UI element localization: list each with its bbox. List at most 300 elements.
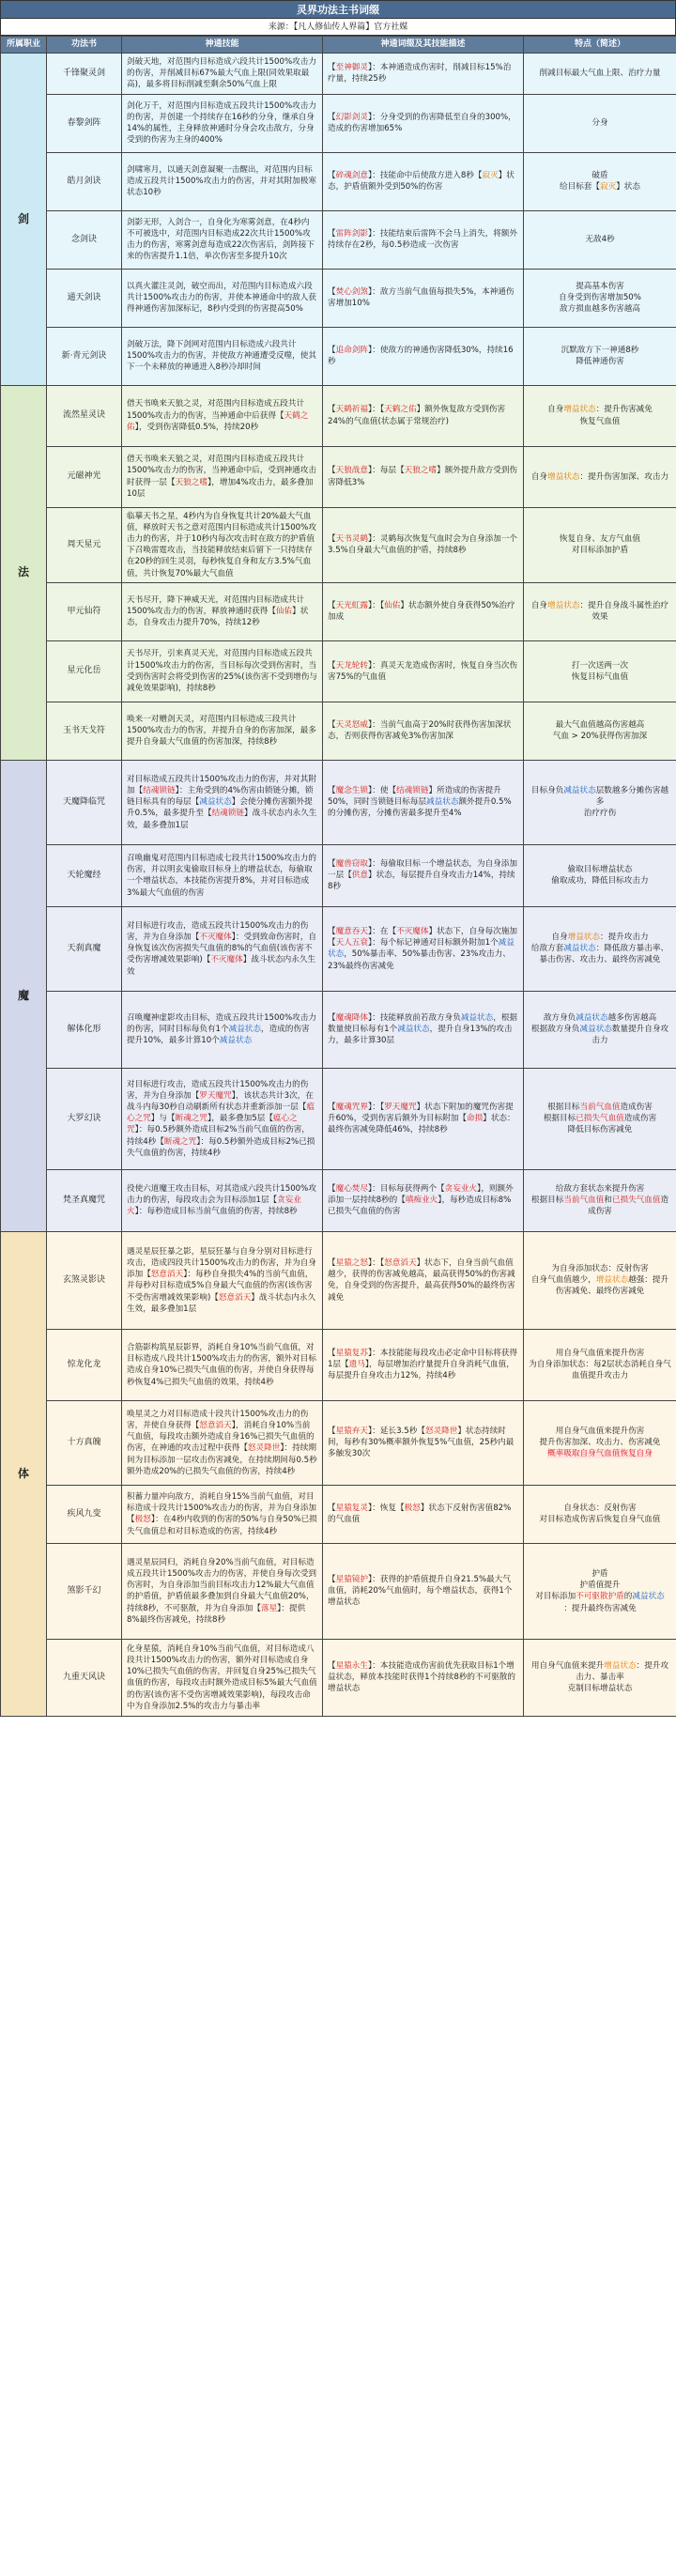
- feature-cell: [524, 906, 676, 991]
- text-segment: 】：目标每获得两个【: [368, 1184, 445, 1195]
- text-segment: 】：【: [368, 1103, 385, 1113]
- feature-cell: [524, 1169, 676, 1231]
- text-segment: 落星: [260, 1603, 278, 1613]
- text-segment: 为自身添加状态：每2层状态消耗自身气血值提升攻击力: [529, 1360, 671, 1381]
- table-body: [1, 54, 676, 1717]
- header-skill: 神通技能: [122, 37, 323, 54]
- text-segment: 增益状态: [604, 1661, 637, 1672]
- header-feature: 特点（简述）: [524, 37, 676, 54]
- text-segment: 魔念生锁: [335, 786, 368, 796]
- text-segment: 自身受到伤害增加50%: [559, 293, 641, 302]
- feature-cell: [524, 94, 676, 152]
- text-segment: 减益状态: [219, 1036, 253, 1046]
- table-row: [1, 385, 676, 446]
- text-segment: 】：每层【: [368, 466, 405, 476]
- table-row: [1, 1543, 676, 1639]
- text-segment: 提高基本伤害: [576, 281, 624, 291]
- text-segment: 碎魂剑意: [335, 170, 368, 180]
- affix-cell: [323, 640, 524, 702]
- text-segment: 】：【: [368, 1257, 385, 1268]
- text-segment: 【: [204, 809, 212, 819]
- text-segment: 当前气血值: [563, 1195, 605, 1206]
- text-segment: 护盾值提升: [579, 1581, 621, 1591]
- text-segment: 遇灵星辰同归，消耗自身20%当前气血值，对目标造成五段共计1500%攻击力的伤害，并使自身每次受到伤害时，为自身添加当前目标攻击力12%最大气血值的护盾值，护盾值最多叠加到自身最大气血值20%，持续8秒，不可驱散，并为自身添加【: [127, 1557, 316, 1613]
- text-segment: 遇灵星辰狂暴之影，星辰狂暴与自身分别对目标进行攻击，造成四段共计1500%攻击力的伤害，并为自身添加【: [127, 1246, 316, 1280]
- text-segment: 天鹤祈福: [335, 405, 368, 415]
- text-segment: 至神御灵: [335, 63, 368, 73]
- affix-cell: [323, 269, 524, 327]
- feature-cell: [524, 385, 676, 446]
- skill-cell: [122, 327, 323, 385]
- affix-cell: [323, 1068, 524, 1169]
- text-segment: 】战斗状态内永久生效，最多叠加1层: [127, 809, 317, 830]
- table-row: [1, 906, 676, 991]
- page-title: 灵界功法主书词缀: [0, 0, 676, 19]
- feature-cell: [524, 210, 676, 269]
- affix-cell: [323, 1329, 524, 1400]
- text-segment: 越多伤害越高: [607, 1013, 657, 1024]
- text-segment: 给敌方套: [530, 944, 564, 954]
- text-segment: 根据目标: [543, 1114, 576, 1124]
- affix-cell: [323, 54, 524, 95]
- text-segment: 当前气血值: [579, 1103, 621, 1113]
- table-row: [1, 94, 676, 152]
- text-segment: 怒意滔天: [218, 1292, 252, 1303]
- text-segment: 无敌4秒: [585, 235, 615, 244]
- text-segment: 】会使分摊伤害额外提升0.5%，最多提升至: [127, 797, 313, 819]
- text-segment: 唤来一对赠剑天灵，对范围内目标造成三段共计1500%攻击力的伤害，并提升自身的伤害加深，最多提升自身最大气血值的伤害加深，持续8秒: [127, 715, 316, 748]
- text-segment: 借天书唤来天狼之灵，对范围内目标造成五段共计1500%攻击力的伤害，当神通命中后，受到神通攻击时获得一层【: [127, 455, 316, 487]
- text-segment: 和: [604, 1195, 612, 1206]
- text-segment: 】：每秒造成目标当前气血值的伤害，持续8秒: [134, 1207, 298, 1217]
- skill-cell: [122, 446, 323, 507]
- text-segment: 敌方损血越多伤害越高: [560, 304, 640, 315]
- text-segment: 】：持续期间为目标添加一层攻击伤害减免，在持续期间每0.5秒额外造成20%的已损失气血值的伤害，持续4秒: [127, 1443, 317, 1476]
- text-segment: 【: [328, 601, 336, 611]
- text-segment: 不灭魔体: [199, 933, 232, 943]
- text-segment: 合筋影构筑星辰影界，消耗自身10%当前气血值，对目标造成八段共计1500%攻击力的伤害，额外对目标造成自身10%已损失气血值的伤害，并使自身获得每秒恢复4%已损失气血值的效果，持续4秒: [127, 1342, 316, 1387]
- table-row: [1, 507, 676, 582]
- text-segment: 召唤幽鬼对范围内目标造成七段共计1500%攻击力的伤害，并以明玄鬼偷取目标身上的增益状态，每偷取一个增益状态，本技能伤害提升8%，并对目标造成3%最大气血值的伤害: [127, 853, 316, 898]
- text-segment: 魔心焚尽: [335, 1184, 368, 1195]
- text-segment: 【: [328, 859, 336, 870]
- text-segment: 】：分身受到的伤害降低至自身的300%，造成的伤害增加65%: [328, 112, 516, 134]
- book-name-cell: 天轮魔经: [47, 844, 122, 906]
- text-segment: 结魂锁链: [143, 786, 176, 796]
- text-segment: 给目标套【: [560, 182, 600, 193]
- class-cell: 法: [1, 385, 47, 760]
- text-segment: 】状态，护盾值额外受到50%的伤害: [328, 170, 515, 193]
- affix-cell: [323, 507, 524, 582]
- text-segment: 】战斗状态内永久生效，最多叠加1层: [127, 1292, 316, 1314]
- text-segment: 】状态下，自身每次施加【: [328, 926, 518, 949]
- text-segment: 】：受到致命伤害时，自身恢复该次伤害损失气血值的8%的气血值(该伤害不受伤害增减效果影响): [127, 933, 316, 965]
- text-segment: 减益状态: [199, 797, 232, 808]
- text-segment: 】状态：最终伤害减免降低46%，持续8秒: [328, 1114, 515, 1135]
- skill-cell: [122, 1485, 323, 1543]
- book-name-cell: 大罗幻诀: [47, 1068, 122, 1169]
- skill-cell: [122, 906, 323, 991]
- table-row: [1, 1231, 676, 1329]
- text-segment: 减益状态: [228, 1025, 261, 1035]
- text-segment: 】：每0.5秒额外造成目标2%已损失气血值的伤害，持续4秒: [127, 1136, 315, 1158]
- text-segment: 焚心剑煞: [335, 286, 368, 297]
- text-segment: 】：当前气血高于20%时获得伤害加深状态，否则获得伤害减免3%伤害加深: [328, 720, 512, 742]
- text-segment: 【: [328, 466, 336, 476]
- table-row: [1, 1169, 676, 1231]
- text-segment: 目标身负: [530, 786, 564, 796]
- text-segment: 魔意吞天: [335, 926, 368, 936]
- text-segment: 恢复自身、友方气血值: [560, 534, 640, 545]
- text-segment: 分身: [592, 118, 608, 128]
- text-segment: 】，增加4%攻击力，最多叠加10层: [127, 477, 314, 499]
- text-segment: 【: [328, 1349, 336, 1359]
- text-segment: 【: [328, 926, 336, 936]
- book-name-cell: 十方真魄: [47, 1400, 122, 1485]
- skill-cell: [122, 1639, 323, 1716]
- text-segment: ：降低敌方暴击率、暴击伤害、攻击力、最终伤害减免: [539, 944, 669, 965]
- affix-cell: [323, 385, 524, 446]
- book-name-cell: 甲元仙符: [47, 582, 122, 640]
- text-segment: 天狼之嗜: [404, 466, 438, 476]
- text-segment: 降低神通伤害: [576, 357, 624, 367]
- text-segment: 自身: [547, 405, 564, 415]
- text-segment: ，提升自身13%的攻击力，最多计算30层: [328, 1025, 513, 1046]
- text-segment: 增益状态: [547, 471, 580, 482]
- text-segment: 造成伤害: [588, 1195, 669, 1217]
- text-segment: 【: [328, 405, 336, 415]
- text-segment: 自身: [530, 471, 548, 482]
- skill-cell: [122, 760, 323, 844]
- text-segment: 天龙轮转: [335, 660, 368, 671]
- header-book: 功法书: [47, 37, 122, 54]
- text-segment: 越强：提升伤害减免、最终伤害减免: [555, 1275, 669, 1297]
- text-segment: ，50%暴击率、50%暴击伤害、23%攻击力、23%最终伤害减免: [328, 949, 511, 971]
- affix-cell: [323, 1639, 524, 1716]
- book-name-cell: 星元化岳: [47, 640, 122, 702]
- feature-cell: [524, 1400, 676, 1485]
- text-segment: 恢复目标气血值: [571, 671, 629, 682]
- skill-cell: [122, 702, 323, 760]
- text-segment: 对目标造成五段共计1500%攻击力的伤害，并对其附加【: [127, 774, 316, 796]
- feature-cell: [524, 1543, 676, 1639]
- text-segment: 雷阵剑影: [335, 228, 368, 239]
- text-segment: 】：每偷取目标一个增益状态，为自身添加一层【: [328, 859, 517, 881]
- text-segment: 最大气血值越高伤害越高: [555, 720, 645, 731]
- text-segment: 减益状态: [563, 944, 596, 954]
- text-segment: 贪妄业火: [444, 1184, 478, 1195]
- text-segment: 】：获得的护盾值提升自身21.5%最大气血值，消耗20%气血值时，每个增益状态，获得1个增益状态: [328, 1575, 513, 1608]
- text-segment: 】：技能释放前若敌方身负: [368, 1013, 461, 1024]
- text-segment: 怒意滔天: [384, 1257, 417, 1268]
- feature-cell: [524, 1485, 676, 1543]
- table-row: [1, 446, 676, 507]
- text-segment: 星猿复苏: [335, 1349, 368, 1359]
- text-segment: 沉默敌方下一神通8秒: [561, 345, 639, 355]
- affix-cell: [323, 327, 524, 385]
- affix-cell: [323, 702, 524, 760]
- text-segment: 】：使敌方的神通伤害降低30%，持续16秒: [328, 345, 514, 367]
- text-segment: 打一次送两一次: [571, 660, 629, 671]
- table-row: [1, 640, 676, 702]
- skill-cell: [122, 54, 323, 95]
- text-segment: 对目标进行攻击，造成五段共计1500%攻击力的伤害，并为自身添加【: [127, 1079, 309, 1101]
- text-segment: 增益状态: [563, 405, 596, 415]
- text-segment: 断魂之咒: [163, 1136, 197, 1147]
- table-row: [1, 1639, 676, 1716]
- text-segment: 减益状态: [632, 1592, 665, 1602]
- text-segment: 】，每秒造成目标8%已损失气血值的伤害: [328, 1195, 512, 1217]
- text-segment: 对目标造成伤害后恢复自身气血值: [539, 1515, 661, 1525]
- text-segment: 【: [210, 1292, 219, 1303]
- table-row: [1, 702, 676, 760]
- feature-cell: [524, 640, 676, 702]
- text-segment: 】：恢复【: [368, 1504, 405, 1514]
- skill-cell: [122, 385, 323, 446]
- text-segment: 】：【: [368, 601, 385, 611]
- text-segment: 】状态下附加的魔咒伤害提升60%，受到伤害后额外为目标附加【: [328, 1103, 514, 1124]
- book-name-cell: 玉书天戈符: [47, 702, 122, 760]
- class-cell: 剑: [1, 54, 47, 386]
- feature-cell: [524, 1639, 676, 1716]
- text-segment: 减益状态: [397, 1025, 430, 1035]
- text-segment: 【: [328, 63, 336, 73]
- table-row: [1, 269, 676, 327]
- text-segment: 已损失气血值: [576, 1114, 624, 1124]
- text-segment: 【: [328, 1504, 336, 1514]
- skill-cell: [122, 1231, 323, 1329]
- feature-cell: [524, 446, 676, 507]
- text-segment: 削减目标最大气血上限、治疗力量: [539, 69, 661, 79]
- text-segment: 克制目标增益状态: [567, 1684, 633, 1694]
- text-segment: 】状态，每层提升自身攻击力14%，持续8秒: [328, 871, 515, 892]
- text-segment: 【: [328, 720, 336, 731]
- text-segment: 对目标添加护盾: [571, 546, 629, 556]
- text-segment: 用自身气血值来提升伤害: [555, 1427, 645, 1437]
- text-segment: 】状态下反射伤害值82%的气血值: [328, 1504, 512, 1525]
- text-segment: ：提升最终伤害减免: [563, 1603, 637, 1613]
- text-segment: 】：使【: [368, 786, 397, 796]
- book-name-cell: 千锋聚灵剑: [47, 54, 122, 95]
- text-segment: 结魂锁链: [211, 809, 244, 819]
- text-segment: 已损失气血值: [611, 1195, 661, 1206]
- affix-cell: [323, 1485, 524, 1543]
- text-segment: 破盾: [592, 170, 608, 180]
- text-segment: 瘟心之咒: [127, 1114, 298, 1135]
- text-segment: 瘟心之咒: [127, 1103, 315, 1124]
- feature-cell: [524, 327, 676, 385]
- text-segment: 寂灭: [599, 182, 617, 193]
- skill-cell: [122, 507, 323, 582]
- text-segment: 【: [328, 1013, 336, 1024]
- text-segment: ，根据数量使目标每有1个: [328, 1013, 518, 1035]
- text-segment: 护盾: [592, 1568, 608, 1579]
- text-segment: ，造成的伤害提升10%，最多计算10个: [127, 1025, 310, 1046]
- text-segment: 】状态: [616, 182, 640, 193]
- text-segment: ：提升攻击力: [600, 933, 649, 943]
- table-row: [1, 1400, 676, 1485]
- text-segment: 】，消耗自身10%当前气血值，每段攻击额外造成自身16%已损失气血值的伤害，在神通的攻击过程中获得【: [127, 1420, 315, 1454]
- text-segment: 】，则额外添加一层持续8秒的【: [328, 1184, 514, 1206]
- text-segment: 为自身添加状态：反射伤害: [551, 1264, 649, 1274]
- skill-cell: [122, 152, 323, 210]
- feature-cell: [524, 54, 676, 95]
- text-segment: 仙佑: [384, 601, 401, 611]
- text-segment: 减益状态: [579, 1025, 612, 1035]
- affix-cell: [323, 1169, 524, 1231]
- text-segment: 【: [328, 1427, 336, 1437]
- affix-cell: [323, 1400, 524, 1485]
- text-segment: 】：本技能造成伤害前优先获取目标1个增益状态，释放本技能时获得1个持续8秒的不可驱散的增益状态: [328, 1661, 515, 1694]
- text-segment: 嗔痴业火: [405, 1195, 438, 1206]
- text-segment: 根据目标: [547, 1103, 580, 1113]
- skill-cell: [122, 640, 323, 702]
- text-segment: 用自身气血值来提升伤害: [555, 1349, 645, 1359]
- text-segment: 层数越多分摊伤害越多: [595, 786, 669, 808]
- text-segment: 剑破天地，对范围内目标造成六段共计1500%攻击力的伤害，并削减目标67%最大气血上限(同效果取最高)，最多将目标削减至剩余50%气血上限: [127, 57, 316, 90]
- text-segment: 星猿复灵: [335, 1504, 368, 1514]
- feature-cell: [524, 582, 676, 640]
- book-name-cell: 惊龙化龙: [47, 1329, 122, 1400]
- table-row: [1, 210, 676, 269]
- affix-cell: [323, 582, 524, 640]
- text-segment: 星猿镜护: [335, 1575, 368, 1585]
- text-segment: 怒意滔天: [199, 1420, 232, 1430]
- text-segment: 魔魂降体: [335, 1013, 368, 1024]
- text-segment: 怒意滔天: [150, 1270, 184, 1280]
- text-segment: ：提升攻击力、暴击率: [576, 1661, 669, 1683]
- text-segment: 自身: [530, 601, 548, 611]
- text-segment: 天灵怒威: [335, 720, 368, 731]
- text-segment: 幻影剑灵: [335, 112, 368, 122]
- book-name-cell: 疾风九变: [47, 1485, 122, 1543]
- skill-cell: [122, 582, 323, 640]
- text-segment: 罗天魔咒: [384, 1103, 417, 1113]
- book-name-cell: 九重天风诀: [47, 1639, 122, 1716]
- text-segment: 不灭魔体: [396, 926, 429, 936]
- text-segment: 增益状态: [567, 933, 600, 943]
- book-name-cell: 玄煞灵影诀: [47, 1231, 122, 1329]
- text-segment: 极怒: [134, 1515, 151, 1525]
- feature-cell: [524, 991, 676, 1068]
- text-segment: 【: [328, 786, 336, 796]
- text-segment: 】状态下，自身当前气血值越少，获得的伤害减免越高，最高获得50%的伤害减免，自身受到的伤害提升，最高获得50%的最终伤害减免: [328, 1257, 515, 1303]
- feature-cell: [524, 702, 676, 760]
- skill-cell: [122, 210, 323, 269]
- skill-cell: [122, 1169, 323, 1231]
- text-segment: 对目标进行攻击，造成五段共计1500%攻击力的伤害，并为自身添加【: [127, 920, 309, 943]
- book-name-cell: 元磁神光: [47, 446, 122, 507]
- text-segment: 【: [265, 1114, 273, 1124]
- text-segment: 】：本技能能每段攻击必定命中目标将获得1层【: [328, 1349, 517, 1370]
- text-segment: 不灭魔体: [210, 955, 243, 965]
- text-segment: 】与【: [150, 1114, 176, 1124]
- text-segment: 给敌方套状态来提升伤害: [555, 1184, 645, 1195]
- class-cell: 体: [1, 1231, 47, 1716]
- text-segment: 【: [328, 1575, 336, 1585]
- text-segment: 】：每个标记神通对目标额外附加1个: [368, 938, 499, 949]
- text-segment: 怒灵降世: [424, 1427, 458, 1437]
- affix-cell: [323, 210, 524, 269]
- text-segment: 役使六道魔王攻击目标，对其造成六段共计1500%攻击力的伤害，每段攻击会为目标添加1层【: [127, 1184, 316, 1206]
- text-segment: 】战斗状态内永久生效: [127, 955, 316, 977]
- skill-cell: [122, 94, 323, 152]
- text-segment: 用自身气血值来提升: [530, 1661, 605, 1672]
- table-row: [1, 991, 676, 1068]
- text-segment: 】：灵鹤每次恢复气血时会为自身添加一个3.5%自身最大气血值的护盾，持续8秒: [328, 534, 517, 556]
- skill-cell: [122, 269, 323, 327]
- text-segment: 命损: [467, 1114, 484, 1124]
- text-segment: 造成伤害: [620, 1103, 653, 1113]
- affix-cell: [323, 94, 524, 152]
- text-segment: 临摹天书之星，4秒内为自身恢复共计20%最大气血值，释放时天书之意对范围内目标造成共计1500%攻击力的伤害，并于10秒内每次攻击时在敌方的护盾值下召唤雷霆攻击，当技能释放结束后留下一只持续存在20秒的回生灵羽，每秒恢复自身和友方3.5%气血值，共计恢复70%最大气血值: [127, 511, 316, 578]
- text-segment: 】，最多叠加5层: [207, 1114, 266, 1124]
- text-segment: 根据目标: [530, 1195, 564, 1206]
- skill-cell: [122, 1400, 323, 1485]
- manual-table: [0, 36, 676, 1717]
- text-segment: 提升伤害加深、攻击力、伤害减免: [539, 1438, 661, 1448]
- text-segment: 罗天魔咒: [199, 1090, 232, 1101]
- text-segment: 积蓄力量冲向敌方，消耗自身15%当前气血值，对目标造成十段共计1500%攻击力的伤害，并为自身添加【: [127, 1491, 316, 1525]
- text-segment: 天书灵鹤: [335, 534, 368, 545]
- text-segment: 】：技能结束后雷阵不会马上消失，将额外持续存在2秒，每0.5秒造成一次伤害: [328, 228, 517, 251]
- text-segment: 增益状态: [595, 1275, 629, 1286]
- book-name-cell: 周天星元: [47, 507, 122, 582]
- text-segment: 偷取成功，降低目标攻击力: [551, 876, 649, 887]
- text-segment: 召唤魔神虚影攻击目标，造成五段共计1500%攻击力的伤害，同时目标每负有1个: [127, 1013, 316, 1035]
- affix-cell: [323, 760, 524, 844]
- text-segment: 减益状态: [328, 938, 515, 960]
- header-class: 所属职业: [1, 37, 47, 54]
- text-segment: 天狼之嗜: [175, 477, 207, 487]
- text-segment: 】：每0.5秒额外造成目标2%当前气血值的伤害，持续4秒: [127, 1125, 310, 1147]
- table-row: [1, 1329, 676, 1400]
- text-segment: 遗马: [348, 1360, 365, 1370]
- text-segment: 】：本神通造成伤害时，削减目标15%治疗量，持续25秒: [328, 63, 512, 85]
- feature-cell: [524, 1329, 676, 1400]
- text-segment: 】：在【: [368, 926, 397, 936]
- text-segment: 天鹤之佑: [384, 405, 417, 415]
- text-segment: 星猿永生: [335, 1661, 368, 1672]
- text-segment: 天人五衰: [335, 938, 368, 949]
- feature-cell: [524, 1068, 676, 1169]
- text-segment: 敌方身负: [543, 1013, 576, 1024]
- text-segment: 【: [328, 228, 336, 239]
- text-segment: 借天书唤来天狼之灵，对范围内目标造成五段共计1500%攻击力的伤害，当神通命中后获得【: [127, 399, 305, 421]
- text-segment: 【: [328, 286, 336, 297]
- text-segment: 星猿弃天: [335, 1427, 368, 1437]
- text-segment: 【: [328, 345, 336, 355]
- text-segment: 】额外恢复敌方受到伤害24%的气血值(状态属于常规治疗): [328, 405, 506, 426]
- header-affix: 神通词缀及其技能描述: [323, 37, 524, 54]
- text-segment: 】：在4秒内收到的伤害的50%与自身50%已损失气血值总和对目标造成的伤害，持续4秒: [127, 1515, 317, 1536]
- skill-cell: [122, 1329, 323, 1400]
- text-segment: 】：【: [368, 405, 385, 415]
- text-segment: 【: [328, 1103, 336, 1113]
- feature-cell: [524, 269, 676, 327]
- text-segment: 【: [328, 170, 336, 180]
- text-segment: 】状态持续时间，每秒有30%概率额外恢复5%气血值，25秒内最多触发30次: [328, 1427, 515, 1459]
- text-segment: 剑影无形，入剑合一，自身化为寒雾剑意，在4秒内不可被选中，对范围内目标造成22次共计1500%攻击力的伤害，寒雾剑意每造成22次伤害后，剑阵接下来的伤害提升1.1倍，单次伤害至多提升10次: [127, 217, 315, 262]
- text-segment: 【: [328, 534, 336, 545]
- text-segment: 】：提供8%最终伤害减免，持续8秒: [127, 1603, 306, 1625]
- table-row: [1, 760, 676, 844]
- skill-cell: [122, 991, 323, 1068]
- text-segment: 天书尽开，引来真灵天光，对范围内目标造成五段共计1500%攻击力的伤害，当目标每次受到伤害时，当受到伤害时会将受到伤害的25%(该伤害不受到增伤与减免效果影响)，持续8秒: [127, 649, 317, 694]
- text-segment: 恢复气血值: [579, 416, 621, 426]
- text-segment: 天书尽开，降下神威天光，对范围内目标造成共计1500%攻击力的伤害，释放神通时获得【: [127, 595, 305, 617]
- text-segment: 【: [156, 1136, 164, 1147]
